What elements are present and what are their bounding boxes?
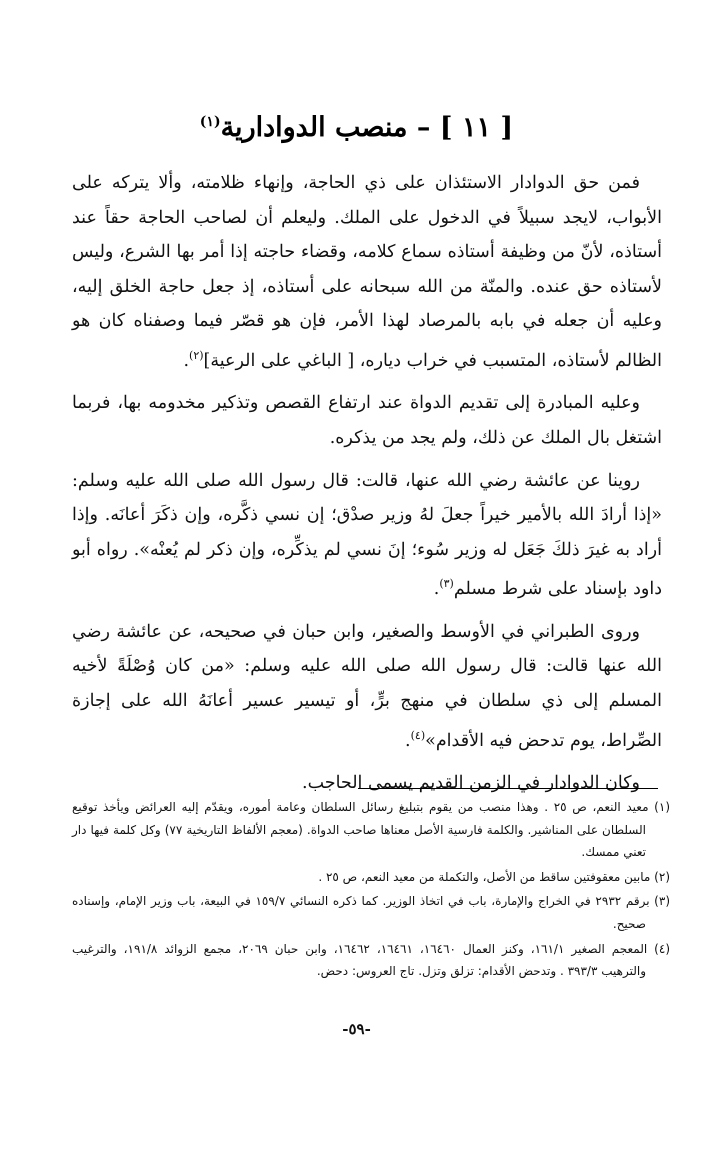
paragraph-2 [72,386,662,455]
paragraph-3 [72,464,662,607]
paragraph-2-text: وعليه المبادرة إلى تقديم الدواة عند ارتفاع القصص وتذكير مخدومه بها، فربما اشتغل بال الملك عن ذلك، ولم يجد من يذكره. [72,393,662,448]
paragraph-4-text: وروى الطبراني في الأوسط والصغير، وابن حبان في صحيحه، عن عائشة رضي الله عنها قالت: قال رسول الله صلى الله عليه وسلم: «من كان وُصْلَةً لأخيه المسلم إلى ذي سلطان في منهج برٍّ، أو تيسير عسير أعانَهُ الله على إجازة الصِّراط، يوم تدحض فيه الأقدام» [72,621,662,751]
footnote-ref: (٣) [439,577,454,591]
paragraph-4 [72,615,662,758]
paragraph-3-end: . [433,579,440,600]
paragraph-1-text: فمن حق الدوادار الاستئذان على ذي الحاجة، وإنهاء ظلامته، وألا يتركه على الأبواب، لايجد سبيلاً في الدخول على الملك. وليعلم أن لصاحب الحاجة حقاً عند أستاذه، لأنّ من وظيفة أستاذه سماع كلامه، وقضاء حاجته إذا أمر بها الشرع، وليس لأستاذه حق عنده. والمنّة من الله سبحانه على أستاذه، إذ جعل حاجة الخلق إليه، وعليه أن جعله في بابه بالمرصاد لهذا الأمر، فإن هو قصّر فيما وصفناه كان هو الظالم لأستاذه، المتسبب في خراب دياره، [ الباغي على الرعية] [72,173,662,371]
paragraph-1 [72,166,662,378]
paragraph-5-text: وكان الدوادار في الزمن القديم يسمى الحاجب. [302,772,640,793]
footnote-ref: (١) [199,114,221,130]
footnote-divider [358,788,658,789]
chapter-heading [0,100,713,150]
footnote-4: (٤) المعجم الصغير ١٦١/١، وكنز العمال ١٦٤٦٠، ١٦٤٦١، ١٦٤٦٢، وابن حبان ٢٠٦٩، مجمع الزوائد ١٩١/٨، والترغيب والترهيب ٣٩٣/٣ . وتدحض الأقدام: تزلق وتزل. تاج العروس: دحض. [72,941,670,979]
footnote-2: (٢) مابين معقوفتين ساقط من الأصل، والتكملة من معيد النعم، ص ٢٥ . [318,869,670,884]
footnote-3: (٣) برقم ٢٩٣٢ في الخراج والإمارة، باب في اتخاذ الوزير. كما ذكره النسائي ١٥٩/٧ في البيعة، باب وزير الإمام، وإسناده صحيح. [72,894,671,931]
footnote-ref: (٤) [410,728,426,742]
paragraph-4-end: . [405,730,411,751]
chapter-title: [ ١١ ] – منصب الدوادارية [220,112,514,143]
paragraph-1-end: . [183,350,190,371]
footnote-ref: (٢) [189,348,204,362]
main-text [72,166,662,809]
footnote-1: (١) معيد النعم، ص ٢٥ . وهذا منصب من يقوم بتبليغ رسائل السلطان وعامة أموره، ويقدّم إليه العرائض ويأخذ توقيع السلطان على المناشير. والكلمة فارسية الأصل معناها صاحب الدواة. (معجم الألفاظ التاريخية ٧٧) وكل كلمة فيها دار تعني ممسك. [72,800,670,860]
paragraph-3-text: روينا عن عائشة رضي الله عنها، قالت: قال رسول الله صلى الله عليه وسلم: «إذا أرادَ الله بالأمير خيراً جعلَ لهُ وزير صدْق؛ إن نسي ذكَّره، وإن ذكَرَ أعانَه. وإذا أراد به غيرَ ذلكَ جَعَل له وزير سُوء؛ إنَ نسي لم يذكِّره، وإن ذكر لم يُعنْه». رواه أبو داود بإسناد على شرط مسلم [72,470,662,600]
page-number: -٥٩- [342,1020,371,1038]
footnotes [72,796,670,983]
